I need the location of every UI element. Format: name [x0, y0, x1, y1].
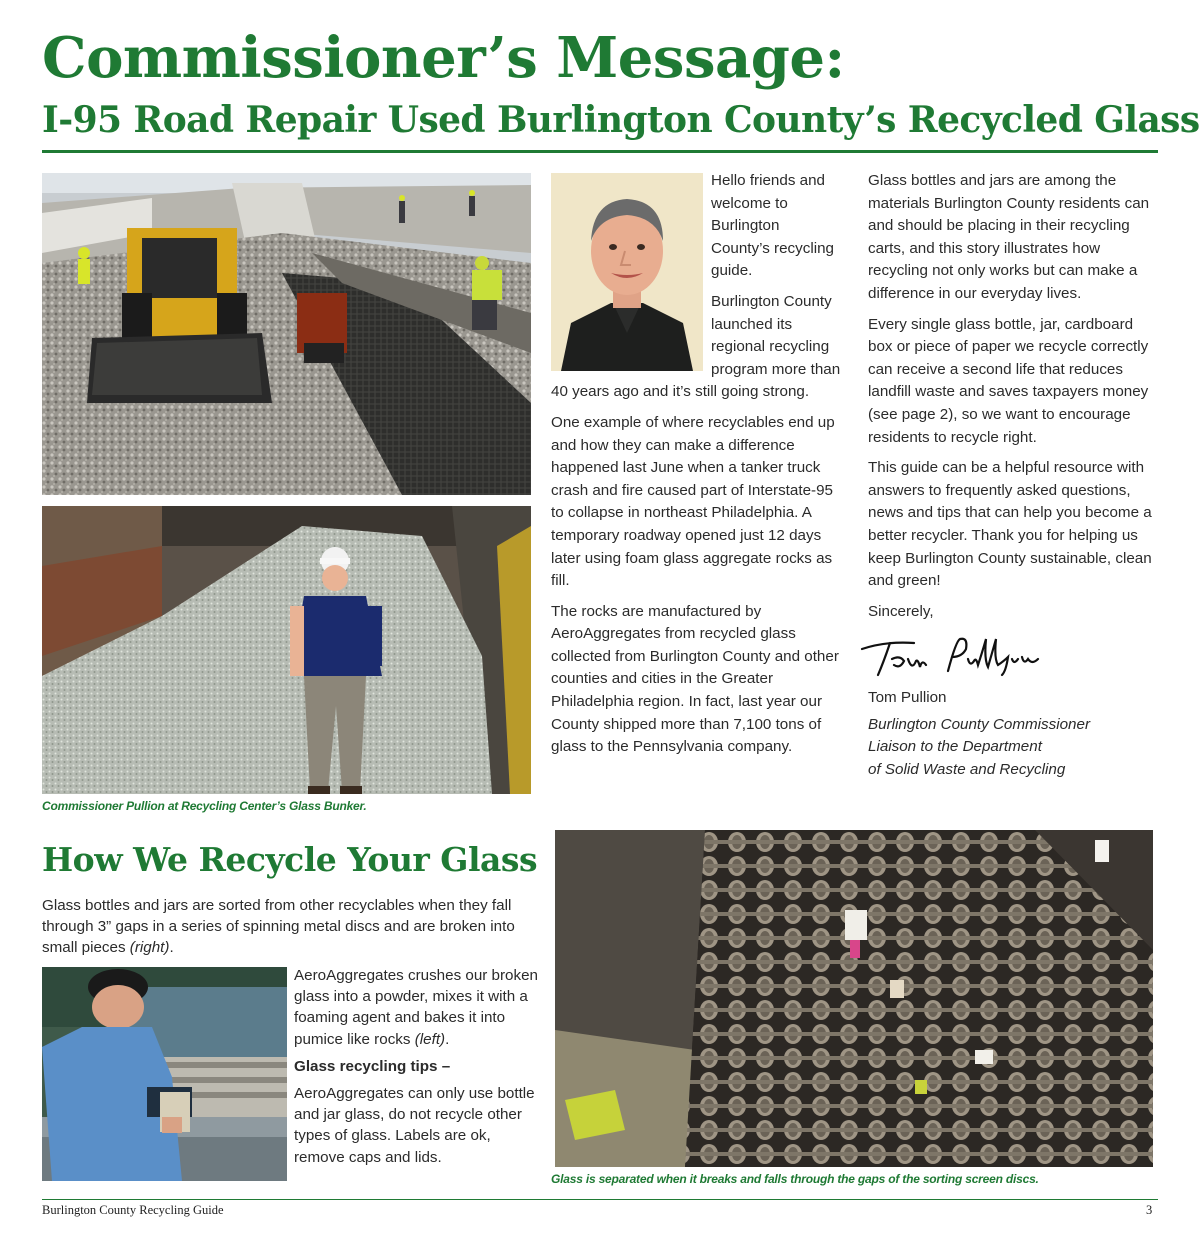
title-divider	[42, 150, 1158, 153]
closing-salutation: Sincerely,	[868, 602, 934, 620]
worker-photo	[42, 967, 287, 1181]
commissioner-portrait	[551, 173, 703, 371]
glass-bunker-photo	[42, 506, 531, 794]
footer-publication-name: Burlington County Recycling Guide	[42, 1203, 224, 1217]
signer-title-line1: Burlington County Commissioner	[868, 715, 1090, 733]
aeroaggregates-paragraph: The rocks are manufactured by AeroAggregates from recycled glass collected from Burlington County and other counties and cities in the Greater Philadelphia region. In fact, last year our County shipped more than 7,100 tons of glass to the Pennsylvania company.	[551, 602, 839, 756]
message-column-1	[551, 170, 841, 767]
glass-bottles-paragraph: Glass bottles and jars are among the materials Burlington County residents can and should be placing in their recycling carts, and this story illustrates how recycling not only works but can make a difference in our everyday lives.	[868, 172, 1150, 302]
footer-page-number: 3	[1146, 1203, 1153, 1217]
section-heading: How We Recycle Your Glass	[42, 840, 538, 879]
signature-image	[856, 631, 1056, 683]
process-end: .	[445, 1030, 450, 1048]
construction-photo	[42, 173, 531, 495]
program-history-paragraph: Burlington County launched its regional recycling program more than 40 years ago and it’s still going strong.	[551, 292, 841, 401]
second-life-paragraph: Every single glass bottle, jar, cardboard box or piece of paper we recycle correctly can receive a second life that reduces landfill waste and saves taxpayers money (see page 2), so we want to encourage residents to recycle right.	[868, 315, 1149, 446]
section-intro-end: .	[169, 939, 174, 957]
signer-title-line2: Liaison to the Department	[868, 738, 1042, 756]
process-text: AeroAggregates crushes our broken glass into a powder, mixes it with a foaming agent and bakes it into pumice like rocks	[294, 967, 538, 1048]
page-title: Commissioner’s Message:	[42, 25, 845, 91]
process-paragraph	[294, 965, 539, 1050]
section-intro-text: Glass bottles and jars are sorted from other recyclables when they fall through 3” gaps in a series of spinning metal discs and are broken into small pieces	[42, 897, 515, 957]
signer-name: Tom Pullion	[868, 689, 947, 707]
sorting-screen-photo	[555, 830, 1153, 1167]
section-intro	[42, 895, 534, 959]
tips-heading: Glass recycling tips –	[294, 1057, 451, 1075]
sorting-caption: Glass is separated when it breaks and falls through the gaps of the sorting screen discs.	[551, 1172, 1039, 1186]
bunker-caption: Commissioner Pullion at Recycling Center’s Glass Bunker.	[42, 799, 367, 813]
signer-title-line3: of Solid Waste and Recycling	[868, 761, 1066, 779]
greeting-paragraph: Hello friends and welcome to Burlington County’s recycling guide.	[711, 172, 834, 280]
process-ref: (left)	[414, 1030, 446, 1048]
tips-text: AeroAggregates can only use bottle and jar glass, do not recycle other types of glass. Labels are ok, remove caps and lids.	[294, 1085, 535, 1166]
page-subtitle: I-95 Road Repair Used Burlington County’s Recycled Glass	[42, 99, 1200, 141]
section-intro-ref: (right)	[129, 939, 170, 957]
message-column-2	[868, 170, 1160, 782]
guide-resource-paragraph: This guide can be a helpful resource with answers to frequently asked questions, news and tips that can help you become a better recycler. Thank you for helping us keep Burlington County sustainable, clean and green!	[868, 459, 1152, 590]
footer-divider	[42, 1199, 1158, 1200]
i95-story-paragraph: One example of where recyclables end up and how they can make a difference happened last June when a tanker truck crash and fire caused part of Interstate-95 to collapse in northeast Philadelphia. A temporary roadway opened just 12 days later using foam glass aggregate rocks as fill.	[551, 413, 835, 590]
aeroaggregates-process	[294, 965, 539, 1174]
